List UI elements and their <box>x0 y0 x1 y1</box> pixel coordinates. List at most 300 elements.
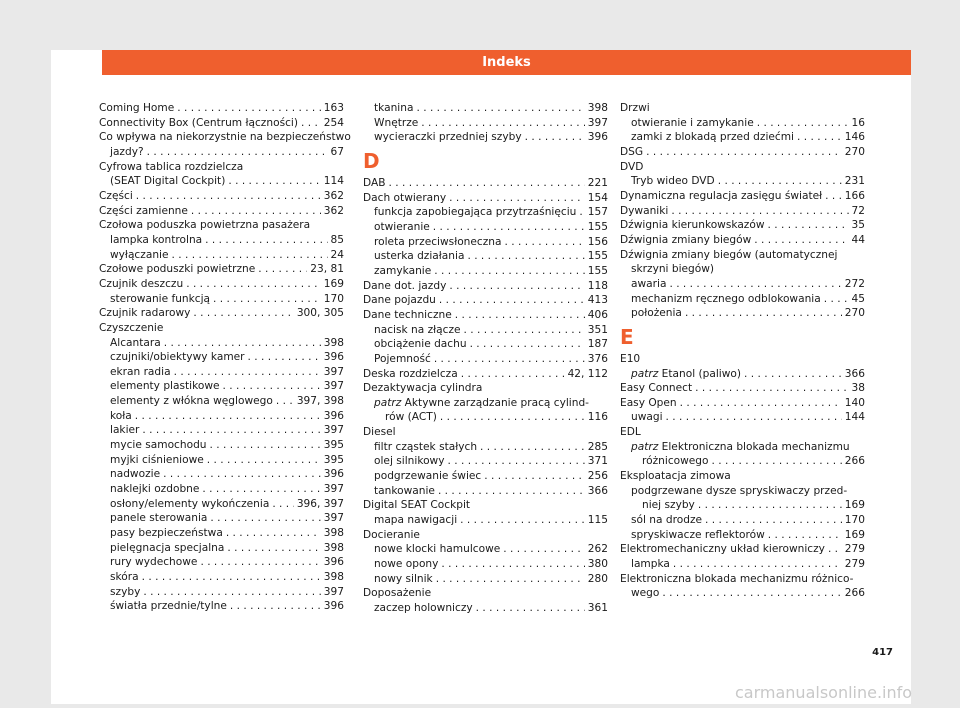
entry-term: Dźwignia kierunkowskazów <box>620 219 765 232</box>
dot-leader <box>276 394 294 409</box>
index-entry <box>620 233 865 248</box>
index-entry <box>620 557 865 572</box>
entry-term: elementy plastikowe <box>110 380 220 393</box>
entry-page: 85 <box>330 233 344 246</box>
entry-term: spryskiwacze reflektorów <box>631 528 765 541</box>
dot-leader <box>673 557 842 572</box>
index-entry <box>620 396 865 411</box>
entry-page: 396 <box>323 556 344 569</box>
entry-page: 366 <box>844 367 865 380</box>
entry-term: panele sterowania <box>110 512 208 525</box>
entry-term: Dach otwierany <box>363 191 447 204</box>
entry-page: 266 <box>844 587 865 600</box>
entry-page: 266 <box>844 455 865 468</box>
entry-term: wycieraczki przedniej szyby <box>374 131 522 144</box>
index-heading: DVD <box>620 160 644 173</box>
dot-leader <box>666 410 842 425</box>
dot-leader <box>228 174 320 189</box>
entry-page: 361 <box>587 602 608 614</box>
index-entry <box>363 469 608 484</box>
index-entry <box>99 292 344 307</box>
entry-page: 280 <box>587 572 608 585</box>
entry-term: nacisk na złącze <box>374 323 461 336</box>
index-heading: Digital SEAT Cockpit <box>363 499 471 512</box>
dot-leader <box>757 116 849 131</box>
entry-term: Deska rozdzielcza <box>363 367 458 380</box>
entry-page: 231 <box>844 175 865 188</box>
dot-leader <box>142 570 321 585</box>
entry-term: rów (ACT) <box>385 411 437 424</box>
entry-term: pielęgnacja specjalna <box>110 541 225 554</box>
entry-page: 35 <box>851 219 865 232</box>
index-entry <box>99 101 344 116</box>
entry-page: 169 <box>844 499 865 512</box>
entry-page: 23, 81 <box>310 263 344 276</box>
index-entry <box>363 249 608 264</box>
entry-page: 395 <box>323 453 344 466</box>
index-entry <box>620 410 865 425</box>
index-entry <box>99 379 344 394</box>
index-entry <box>99 394 344 409</box>
index-heading: Doposażenie <box>363 587 432 600</box>
dot-leader <box>389 176 585 191</box>
entry-term: Dywaniki <box>620 204 669 217</box>
entry-page: 170 <box>844 514 865 527</box>
entry-page: 187 <box>587 338 608 351</box>
dot-leader <box>202 482 320 497</box>
index-entry <box>99 277 344 292</box>
dot-leader <box>301 116 321 131</box>
index-entry: patrz Aktywne zarządzanie pracą cylind- rów (ACT) . . . 116 <box>363 396 608 425</box>
entry-term: lampka <box>631 558 670 571</box>
index-entry <box>620 277 865 292</box>
index-entry <box>99 233 344 248</box>
index-entry <box>99 438 344 453</box>
entry-term: mapa nawigacji <box>374 514 458 527</box>
index-entry <box>363 176 608 191</box>
index-entry <box>620 116 865 131</box>
entry-page: 118 <box>587 279 608 292</box>
index-entry <box>99 526 344 541</box>
index-heading: Czyszczenie <box>99 321 164 334</box>
dot-leader <box>824 292 849 307</box>
index-letter: D <box>363 148 380 173</box>
index-entry <box>363 367 608 382</box>
dot-leader <box>193 306 293 321</box>
dot-leader <box>448 454 585 469</box>
entry-term: Connectivity Box (Centrum łączności) <box>99 116 298 129</box>
index-entry <box>363 191 608 206</box>
entry-term: zamki z blokadą przed dziećmi <box>631 131 795 144</box>
entry-page: 362 <box>323 189 344 202</box>
entry-page: 397 <box>323 424 344 437</box>
entry-term: rury wydechowe <box>110 556 198 569</box>
entry-term: patrz Etanol (paliwo) <box>631 367 742 380</box>
index-entry <box>620 381 865 396</box>
index-entry <box>99 570 344 585</box>
entry-term: różnicowego <box>642 455 709 468</box>
dot-leader <box>503 542 585 557</box>
entry-page: 397 <box>587 116 608 129</box>
index-entry <box>363 308 608 323</box>
index-entry <box>99 453 344 468</box>
entry-term: otwieranie i zamykanie <box>631 116 754 129</box>
index-heading: EDL <box>620 426 641 439</box>
index-entry <box>620 204 865 219</box>
entry-term: nowe klocki hamulcowe <box>374 543 501 556</box>
index-heading: Diesel <box>363 426 396 439</box>
index-entry <box>620 513 865 528</box>
entry-term: (SEAT Digital Cockpit) <box>110 175 226 188</box>
entry-page: 72 <box>851 204 865 217</box>
entry-term: funkcja zapobiegająca przytrzaśnięciu <box>374 206 577 219</box>
entry-page: 156 <box>587 235 608 248</box>
dot-leader <box>646 145 842 160</box>
index-column-1 <box>99 101 351 614</box>
dot-leader <box>460 513 585 528</box>
entry-term: tkanina <box>374 102 414 114</box>
entry-page: 155 <box>587 220 608 233</box>
entry-page: 67 <box>330 145 344 158</box>
entry-term: nowy silnik <box>374 572 433 585</box>
index-entry: Co wpływa na niekorzystnie na bezpieczeństwo jazdy? . . . 67 <box>99 130 344 159</box>
dot-leader <box>669 277 841 292</box>
page-header: Indeks <box>102 50 911 75</box>
entry-page: 300, 305 <box>296 307 344 320</box>
entry-page: 272 <box>844 277 865 290</box>
entry-page: 396 <box>323 351 344 364</box>
entry-page: 140 <box>844 396 865 409</box>
dot-leader <box>200 555 320 570</box>
entry-page: 396, 397 <box>296 497 344 510</box>
index-entry <box>99 555 344 570</box>
dot-leader <box>461 367 565 382</box>
dot-leader <box>828 542 842 557</box>
entry-page: 397, 398 <box>296 395 344 408</box>
index-entry <box>99 350 344 365</box>
entry-term: szyby <box>110 585 141 598</box>
dot-leader <box>172 248 328 263</box>
entry-term: skóra <box>110 571 139 583</box>
index-entry <box>99 482 344 497</box>
dot-leader <box>662 586 841 601</box>
index-entry <box>620 367 865 382</box>
dot-leader <box>825 189 842 204</box>
entry-term: Czołowe poduszki powietrzne <box>99 263 256 276</box>
dot-leader <box>434 264 585 279</box>
index-entry <box>363 220 608 235</box>
entry-page: 169 <box>323 277 344 290</box>
dot-leader <box>205 233 327 248</box>
index-entry <box>620 189 865 204</box>
dot-leader <box>685 306 842 321</box>
entry-page: 42, 112 <box>567 367 608 380</box>
entry-page: 398 <box>587 102 608 114</box>
dot-leader <box>174 365 321 380</box>
entry-term: wyłączanie <box>110 248 169 261</box>
index-column-2 <box>363 101 608 616</box>
entry-term: Części <box>99 189 133 202</box>
dot-leader <box>705 513 842 528</box>
index-heading: E10 <box>620 352 641 365</box>
entry-term: DAB <box>363 176 386 189</box>
index-entry <box>363 205 608 220</box>
entry-page: 114 <box>323 175 344 188</box>
entry-term: sól na drodze <box>631 514 703 527</box>
index-entry <box>620 528 865 543</box>
entry-term: niej szyby <box>642 499 695 512</box>
entry-term: DSG <box>620 145 644 158</box>
dot-leader <box>449 191 585 206</box>
dot-leader <box>258 262 307 277</box>
entry-page: 262 <box>587 543 608 556</box>
entry-term: Elektromechaniczny układ kierowniczy <box>620 543 825 556</box>
entry-term: podgrzewanie świec <box>374 470 482 483</box>
entry-page: 154 <box>587 191 608 204</box>
entry-page: 221 <box>587 176 608 189</box>
entry-page: 157 <box>587 206 608 219</box>
entry-term: otwieranie <box>374 220 430 233</box>
dot-leader <box>768 528 842 543</box>
entry-page: 116 <box>587 411 608 424</box>
entry-page: 396 <box>587 131 608 144</box>
index-entry <box>363 337 608 352</box>
entry-term: Dane dot. jazdy <box>363 279 447 292</box>
dot-leader <box>142 423 320 438</box>
entry-term: myjki ciśnieniowe <box>110 453 204 466</box>
entry-term: nadwozie <box>110 468 161 481</box>
entry-page: 396 <box>323 468 344 481</box>
dot-leader <box>213 292 321 307</box>
index-entry <box>363 513 608 528</box>
index-heading: Eksploatacja zimowa <box>620 470 731 483</box>
entry-page: 166 <box>844 189 865 202</box>
entry-term: olej silnikowy <box>374 455 445 468</box>
dot-leader <box>186 277 321 292</box>
entry-page: 115 <box>587 514 608 527</box>
index-entry <box>363 101 608 116</box>
index-entry <box>363 542 608 557</box>
dot-leader <box>223 379 321 394</box>
index-entry <box>363 264 608 279</box>
dot-leader <box>136 189 321 204</box>
entry-term: położenia <box>631 307 682 320</box>
entry-page: 270 <box>844 307 865 320</box>
index-column-3 <box>620 101 865 601</box>
dot-leader <box>470 337 585 352</box>
entry-page: 398 <box>323 336 344 349</box>
dot-leader <box>416 101 584 116</box>
dot-leader <box>525 130 585 145</box>
index-entry <box>99 497 344 512</box>
index-heading: Docieranie <box>363 528 420 541</box>
dot-leader <box>467 249 584 264</box>
dot-leader <box>744 367 842 382</box>
entry-term: usterka działania <box>374 250 465 263</box>
index-entry <box>99 585 344 600</box>
entry-term: zaczep holowniczy <box>374 602 473 614</box>
dot-leader <box>163 467 321 482</box>
entry-page: 362 <box>323 204 344 217</box>
dot-leader <box>439 293 585 308</box>
index-entry <box>620 306 865 321</box>
dot-leader <box>210 438 321 453</box>
index-entry <box>620 130 865 145</box>
dot-leader <box>164 336 321 351</box>
entry-term: Czujnik deszczu <box>99 277 184 290</box>
dot-leader <box>210 511 320 526</box>
entry-term: uwagi <box>631 411 663 424</box>
dot-leader <box>436 572 585 587</box>
entry-page: 285 <box>587 440 608 453</box>
dot-leader <box>227 541 320 556</box>
entry-term: roleta przeciwsłoneczna <box>374 235 502 248</box>
dot-leader <box>438 484 585 499</box>
entry-term: mycie samochodu <box>110 439 207 452</box>
entry-page: 155 <box>587 264 608 277</box>
entry-page: 398 <box>323 541 344 554</box>
entry-term: Dane pojazdu <box>363 294 436 307</box>
dot-leader <box>698 498 842 513</box>
dot-leader <box>272 497 294 512</box>
index-entry <box>620 542 865 557</box>
entry-page: 45 <box>851 292 865 305</box>
entry-term: Alcantara <box>110 336 161 349</box>
index-page <box>51 50 911 704</box>
entry-page: 254 <box>323 116 344 129</box>
entry-term: obciążenie dachu <box>374 338 467 351</box>
index-entry <box>363 352 608 367</box>
entry-term: Tryb wideo DVD <box>631 175 715 188</box>
entry-term: Dynamiczna regulacja zasięgu świateł <box>620 189 823 202</box>
entry-page: 270 <box>844 145 865 158</box>
entry-term: koła <box>110 409 132 422</box>
entry-page: 398 <box>323 527 344 540</box>
index-entry <box>363 557 608 572</box>
dot-leader <box>464 323 585 338</box>
dot-leader <box>579 205 584 220</box>
entry-page: 24 <box>330 248 344 261</box>
entry-term: zamykanie <box>374 264 432 277</box>
index-entry <box>99 189 344 204</box>
dot-leader <box>135 409 321 424</box>
index-entry <box>620 218 865 233</box>
entry-term: naklejki ozdobne <box>110 483 200 496</box>
dot-leader <box>440 410 585 425</box>
dot-leader <box>712 454 842 469</box>
entry-term: Czujnik radarowy <box>99 307 191 320</box>
index-entry <box>99 116 344 131</box>
entry-page: 366 <box>587 484 608 497</box>
index-entry <box>363 454 608 469</box>
entry-page: 146 <box>844 131 865 144</box>
dot-leader <box>680 396 842 411</box>
watermark: carmanualsonline.info <box>735 683 913 702</box>
entry-term: Wnętrze <box>374 116 419 129</box>
dot-leader <box>449 279 584 294</box>
entry-term: lakier <box>110 424 140 437</box>
index-heading: Czołowa poduszka powietrzna pasażera <box>99 219 311 232</box>
entry-page: 169 <box>844 528 865 541</box>
entry-page: 44 <box>851 233 865 246</box>
dot-leader <box>177 101 321 116</box>
index-entry <box>99 365 344 380</box>
dot-leader <box>671 204 848 219</box>
entry-page: 256 <box>587 470 608 483</box>
dot-leader <box>226 526 321 541</box>
index-entry <box>99 248 344 263</box>
entry-term: Easy Open <box>620 396 677 409</box>
index-entry <box>363 440 608 455</box>
dot-leader <box>230 599 321 614</box>
entry-page: 397 <box>323 365 344 378</box>
dot-leader <box>191 204 321 219</box>
index-entry <box>99 409 344 424</box>
index-entry: podgrzewane dysze spryskiwaczy przed- niej szyby . . . 169 <box>620 484 865 513</box>
entry-page: 155 <box>587 250 608 263</box>
dot-leader <box>718 174 842 189</box>
dot-leader <box>797 130 842 145</box>
dot-leader <box>455 308 585 323</box>
entry-page: 279 <box>844 558 865 571</box>
index-entry <box>363 293 608 308</box>
entry-term: sterowanie funkcją <box>110 292 211 305</box>
entry-term: Easy Connect <box>620 382 693 395</box>
dot-leader <box>476 601 585 616</box>
entry-term: Dane techniczne <box>363 308 452 321</box>
entry-page: 163 <box>323 102 344 114</box>
index-heading: Drzwi <box>620 102 650 114</box>
entry-page: 351 <box>587 323 608 336</box>
entry-page: 38 <box>851 382 865 395</box>
entry-term: nowe opony <box>374 558 439 571</box>
dot-leader <box>480 440 585 455</box>
index-entry <box>99 511 344 526</box>
dot-leader <box>248 350 321 365</box>
index-entry <box>363 572 608 587</box>
dot-leader <box>754 233 848 248</box>
entry-term: lampka kontrolna <box>110 233 203 246</box>
dot-leader <box>143 585 320 600</box>
index-entry <box>363 235 608 250</box>
entry-term: Części zamienne <box>99 204 188 217</box>
entry-page: 380 <box>587 558 608 571</box>
dot-leader <box>434 352 585 367</box>
index-entry <box>620 292 865 307</box>
entry-page: 397 <box>323 512 344 525</box>
entry-term: jazdy? <box>110 145 144 158</box>
index-entry: Cyfrowa tablica rozdzielcza (SEAT Digital Cockpit) . . . 114 <box>99 160 344 189</box>
dot-leader <box>768 218 849 233</box>
index-entry <box>363 323 608 338</box>
index-entry <box>99 336 344 351</box>
page-number: 417 <box>872 647 893 658</box>
entry-term: czujniki/obiektywy kamer <box>110 351 245 364</box>
entry-term: światła przednie/tylne <box>110 600 227 613</box>
entry-term: ekran radia <box>110 365 171 378</box>
entry-page: 397 <box>323 585 344 598</box>
entry-page: 413 <box>587 294 608 307</box>
entry-term: awaria <box>631 277 667 290</box>
index-entry <box>363 130 608 145</box>
entry-page: 397 <box>323 380 344 393</box>
entry-page: 170 <box>323 292 344 305</box>
index-entry <box>99 306 344 321</box>
entry-term: Dźwignia zmiany biegów <box>620 233 752 246</box>
entry-term: mechanizm ręcznego odblokowania <box>631 292 821 305</box>
index-heading: Dźwignia zmiany biegów (automatycznej skrzyni biegów) <box>620 248 838 276</box>
index-entry <box>363 484 608 499</box>
